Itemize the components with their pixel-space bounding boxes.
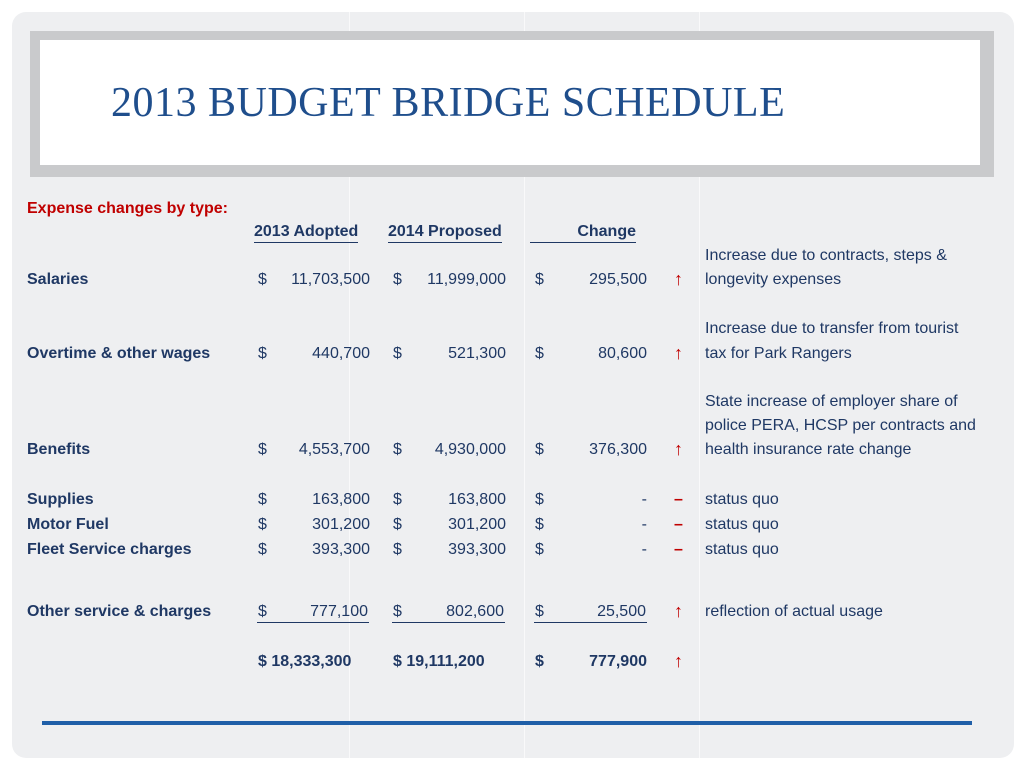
change-value: -	[641, 491, 647, 508]
change-value: 80,600	[598, 345, 647, 362]
proposed-value: 4,930,000	[434, 441, 506, 458]
no-change-dash-icon: –	[674, 541, 683, 558]
change-value: -	[641, 516, 647, 533]
currency-symbol: $	[258, 516, 267, 533]
note-line: police PERA, HCSP per contracts and	[705, 417, 976, 434]
row-label-fleet-service: Fleet Service charges	[27, 541, 192, 558]
currency-symbol: $	[393, 271, 402, 288]
adopted-value: 440,700	[312, 345, 370, 362]
currency-symbol: $	[393, 491, 402, 508]
proposed-value: 163,800	[448, 491, 506, 508]
adopted-value: 11,703,500	[291, 271, 370, 288]
total-proposed: $ 19,111,200	[393, 653, 485, 670]
slide	[12, 12, 1014, 758]
adopted-value: 393,300	[312, 541, 370, 558]
currency-symbol: $	[535, 603, 544, 620]
note-line: reflection of actual usage	[705, 603, 883, 620]
proposed-value: 301,200	[448, 516, 506, 533]
currency-symbol: $	[258, 345, 267, 362]
row-label-salaries: Salaries	[27, 271, 89, 288]
no-change-dash-icon: –	[674, 491, 683, 508]
title-frame	[30, 31, 994, 177]
proposed-value: 521,300	[448, 345, 506, 362]
up-arrow-icon: ↑	[674, 269, 683, 289]
note-line: status quo	[705, 516, 779, 533]
currency-symbol: $	[393, 603, 402, 620]
total-change: 777,900	[589, 653, 647, 670]
proposed-value: 802,600	[446, 603, 504, 620]
currency-symbol: $	[258, 541, 267, 558]
note-line: tax for Park Rangers	[705, 345, 852, 362]
up-arrow-icon: ↑	[674, 601, 683, 621]
bottom-rule	[42, 721, 972, 725]
note-line: Increase due to transfer from tourist	[705, 320, 959, 337]
column-header-adopted: 2013 Adopted	[254, 222, 358, 243]
section-label: Expense changes by type:	[27, 200, 228, 217]
adopted-value: 4,553,700	[298, 441, 370, 458]
change-value: 25,500	[597, 603, 646, 620]
change-value: 376,300	[589, 441, 647, 458]
adopted-value: 163,800	[312, 491, 370, 508]
column-header-proposed: 2014 Proposed	[388, 222, 502, 243]
currency-symbol: $	[535, 653, 544, 670]
change-value: -	[641, 541, 647, 558]
currency-symbol: $	[393, 516, 402, 533]
note-line: health insurance rate change	[705, 441, 912, 458]
currency-symbol: $	[258, 491, 267, 508]
currency-symbol: $	[535, 491, 544, 508]
change-value: 295,500	[589, 271, 647, 288]
note-line: status quo	[705, 491, 779, 508]
up-arrow-icon: ↑	[674, 439, 683, 459]
row-label-motor-fuel: Motor Fuel	[27, 516, 109, 533]
row-label-supplies: Supplies	[27, 491, 94, 508]
currency-symbol: $	[258, 271, 267, 288]
currency-symbol: $	[393, 541, 402, 558]
note-line: status quo	[705, 541, 779, 558]
slide-title: 2013 BUDGET BRIDGE SCHEDULE	[111, 79, 786, 126]
proposed-value: 11,999,000	[427, 271, 506, 288]
adopted-value: 777,100	[310, 603, 368, 620]
total-adopted: $ 18,333,300	[258, 653, 352, 670]
proposed-value: 393,300	[448, 541, 506, 558]
row-label-overtime: Overtime & other wages	[27, 345, 211, 362]
currency-symbol: $	[393, 345, 402, 362]
currency-symbol: $	[535, 441, 544, 458]
note-line: State increase of employer share of	[705, 393, 958, 410]
note-line: longevity expenses	[705, 271, 842, 288]
row-label-other-service: Other service & charges	[27, 603, 212, 620]
row-label-benefits: Benefits	[27, 441, 91, 458]
currency-symbol: $	[535, 541, 544, 558]
currency-symbol: $	[258, 603, 267, 620]
column-header-change: Change	[530, 222, 636, 243]
currency-symbol: $	[535, 345, 544, 362]
adopted-value: 301,200	[312, 516, 370, 533]
currency-symbol: $	[393, 441, 402, 458]
up-arrow-icon: ↑	[674, 343, 683, 363]
currency-symbol: $	[535, 516, 544, 533]
no-change-dash-icon: –	[674, 516, 683, 533]
note-line: Increase due to contracts, steps &	[705, 247, 947, 264]
up-arrow-icon: ↑	[674, 651, 683, 671]
title-box	[40, 40, 980, 165]
currency-symbol: $	[535, 271, 544, 288]
currency-symbol: $	[258, 441, 267, 458]
